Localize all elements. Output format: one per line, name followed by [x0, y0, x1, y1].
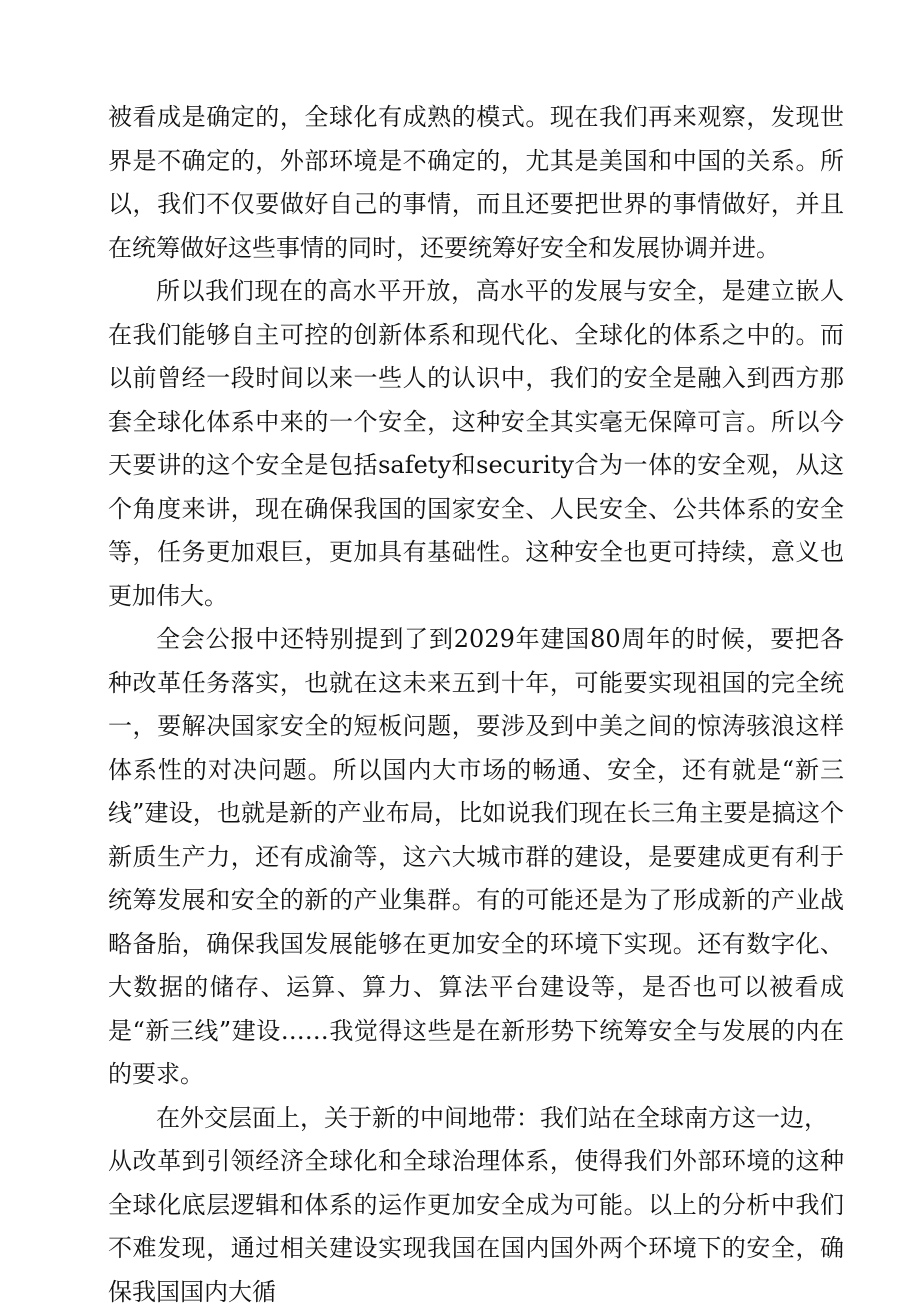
paragraph-2: 所以我们现在的高水平开放，高水平的发展与安全，是建立嵌人在我们能够自主可控的创新体系和现代化、全球化的体系之中的。而以前曾经一段时间以来一些人的认识中，我们的安全是融入到西方那套全球化体系中来的一个安全，这种安全其实毫无保障可言。所以今天要讲的这个安全是包括safety和security合为一体的安全观，从这个角度来讲，现在确保我国的国家安全、人民安全、公共体系的安全等，任务更加艰巨，更加具有基础性。这种安全也更可持续，意义也更加伟大。: [108, 270, 844, 618]
paragraph-4-rest: 从改革到引领经济全球化和全球治理体系，使得我们外部环境的这种全球化底层逻辑和体系的运作更加安全成为可能。以上的分析中我们不难发现，通过相关建设实现我国在国内国外两个环境下的安全，确保我国国内大循: [108, 1147, 844, 1306]
paragraph-1: 被看成是确定的，全球化有成熟的模式。现在我们再来观察，发现世界是不确定的，外部环境是不确定的，尤其是美国和中国的关系。所以，我们不仅要做好自己的事情，而且还要把世界的事情做好，并且在统筹做好这些事情的同时，还要统筹好安全和发展协调并进。: [108, 96, 844, 270]
paragraph-4-lead: 在外交层面上，关于新的中间地带：我们站在全球南方这一边，: [108, 1097, 844, 1141]
document-body: [108, 96, 844, 1314]
paragraph-3: 全会公报中还特别提到了到2029年建国80周年的时候，要把各种改革任务落实，也就在这未来五到十年，可能要实现祖国的完全统一，要解决国家安全的短板问题，要涉及到中美之间的惊涛骇浪这样体系性的对决问题。所以国内大市场的畅通、安全，还有就是“新三线”建设，也就是新的产业布局，比如说我们现在长三角主要是搞这个新质生产力，还有成渝等，这六大城市群的建设，是要建成更有利于统筹发展和安全的新的产业集群。有的可能还是为了形成新的产业战略备胎，确保我国发展能够在更加安全的环境下实现。还有数字化、大数据的储存、运算、算力、算法平台建设等，是否也可以被看成是“新三线”建设……我觉得这些是在新形势下统筹安全与发展的内在的要求。: [108, 618, 844, 1097]
paragraph-4: [108, 1097, 844, 1314]
